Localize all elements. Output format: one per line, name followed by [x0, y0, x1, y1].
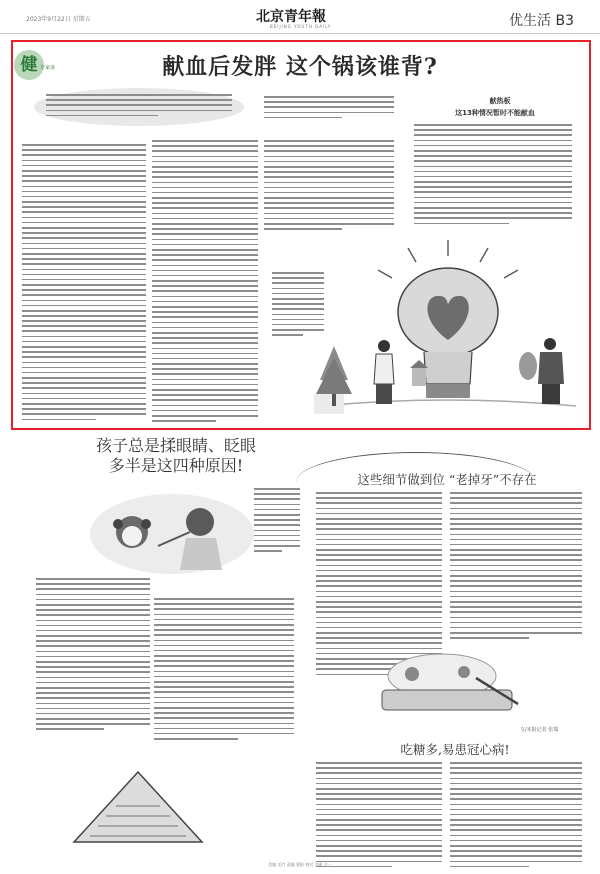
- article2-text-col1: [36, 578, 150, 734]
- body-text-col2: [152, 140, 258, 425]
- article2-headline-line1: 孩子总是揉眼睛、眨眼: [95, 436, 256, 455]
- article3-text-col2: [450, 492, 582, 642]
- page-footer: 美编 毛竹 责编 曹阳 校对 刘燕 仝一: [268, 862, 332, 867]
- article4-text-col2: [450, 762, 582, 871]
- child-eye-illustration: [88, 484, 256, 576]
- masthead: [0, 0, 600, 34]
- article4-text-col1: [316, 762, 442, 871]
- badge-subtitle: 专家谈: [40, 65, 56, 71]
- article4-headline: 吃糖多,易患冠心病!: [400, 742, 510, 757]
- sidebar-box-list: [414, 124, 572, 228]
- article2-text-col3: [254, 488, 300, 555]
- article3-credit: 文/本报记者 张瑞: [520, 727, 559, 733]
- body-text-col3-b: [264, 140, 394, 233]
- article2-text-col2: [154, 598, 294, 743]
- lede-text: [46, 94, 232, 120]
- sidebar-box-title: 献热板: [489, 97, 511, 105]
- body-text-col1: [22, 144, 146, 326]
- section-label: 优生活 B3: [509, 13, 574, 29]
- sidebar-box-subtitle: 这13种情况暂时不能献血: [455, 109, 535, 117]
- newspaper-logo: 北京青年報: [256, 9, 326, 25]
- issue-date: 2023年9月22日 星期五: [26, 16, 91, 23]
- body-text-col3: [264, 96, 394, 122]
- article2-headline: [56, 436, 296, 476]
- body-text-col1-b: [22, 320, 146, 424]
- newspaper-logo-subtitle: BEIJING YOUTH DAILY: [270, 24, 332, 29]
- toothbrush-illustration: [372, 648, 522, 718]
- article3-headline: 这些细节做到位 “老掉牙”不存在: [357, 472, 537, 487]
- feature-headline: 献血后发胖 这个锅该谁背?: [162, 54, 438, 80]
- lightbulb-heart-illustration: [312, 234, 584, 424]
- health-badge-icon: 健: [14, 50, 44, 80]
- article2-headline-line2: 多半是这四种原因!: [108, 456, 244, 475]
- pyramid-diagram: [72, 770, 204, 844]
